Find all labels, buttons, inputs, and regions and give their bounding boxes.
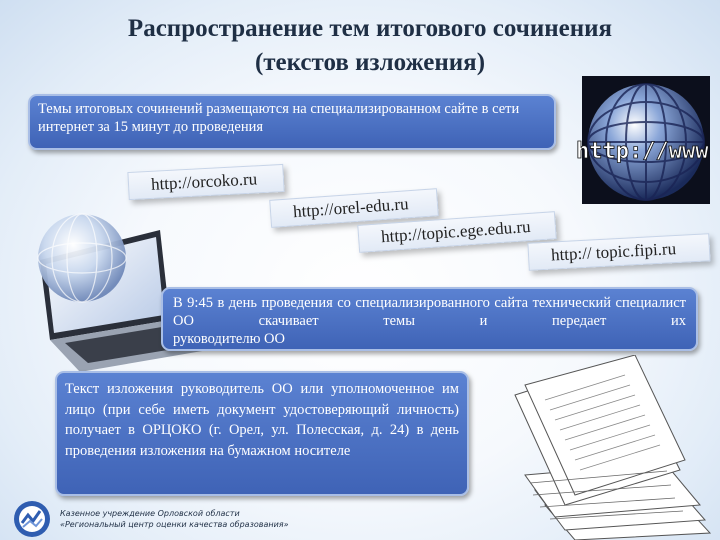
- info-box-topics-published: [28, 94, 556, 150]
- footer-line-2: «Региональный центр оценки качества образования»: [60, 520, 289, 529]
- title-line-1: Распространение тем итогового сочинения: [127, 15, 613, 42]
- info-box-download-topics: [161, 287, 698, 351]
- globe-www-icon: [574, 70, 714, 210]
- url-link[interactable]: http:// topic.fipi.ru: [527, 233, 710, 270]
- info-box-download-text-last: руководителю ОО: [173, 331, 285, 347]
- url-link[interactable]: http://topic.ege.edu.ru: [357, 211, 556, 253]
- info-box-exposition-text-body: Текст изложения руководитель ОО или уполномоченное им лицо (при себе иметь документ удостоверяющий личность) получает в ОРЦОКО (г. Орел, ул. Полесская, д. 24) в день проведения изложения на бумажном носителе: [65, 381, 459, 459]
- title-line-2: (текстов изложения): [254, 49, 486, 76]
- rcoko-logo-icon: [12, 499, 52, 539]
- url-link[interactable]: http://orel-edu.ru: [269, 188, 439, 228]
- url-link[interactable]: http://orcoko.ru: [127, 164, 284, 200]
- info-box-exposition-text: [55, 371, 469, 496]
- paper-stack-icon: [505, 355, 715, 540]
- info-box-topics-text: Темы итоговых сочинений размещаются на специализированном сайте в сети интернет за 15 минут до проведения: [38, 101, 520, 135]
- info-box-download-text: В 9:45 в день проведения со специализированного сайта технический специалист ОО скачивает темы и передает их: [173, 295, 686, 329]
- footer-organization: [60, 508, 289, 530]
- globe-www-label: http://www: [576, 139, 709, 164]
- footer-line-1: Казенное учреждение Орловской области: [60, 509, 240, 518]
